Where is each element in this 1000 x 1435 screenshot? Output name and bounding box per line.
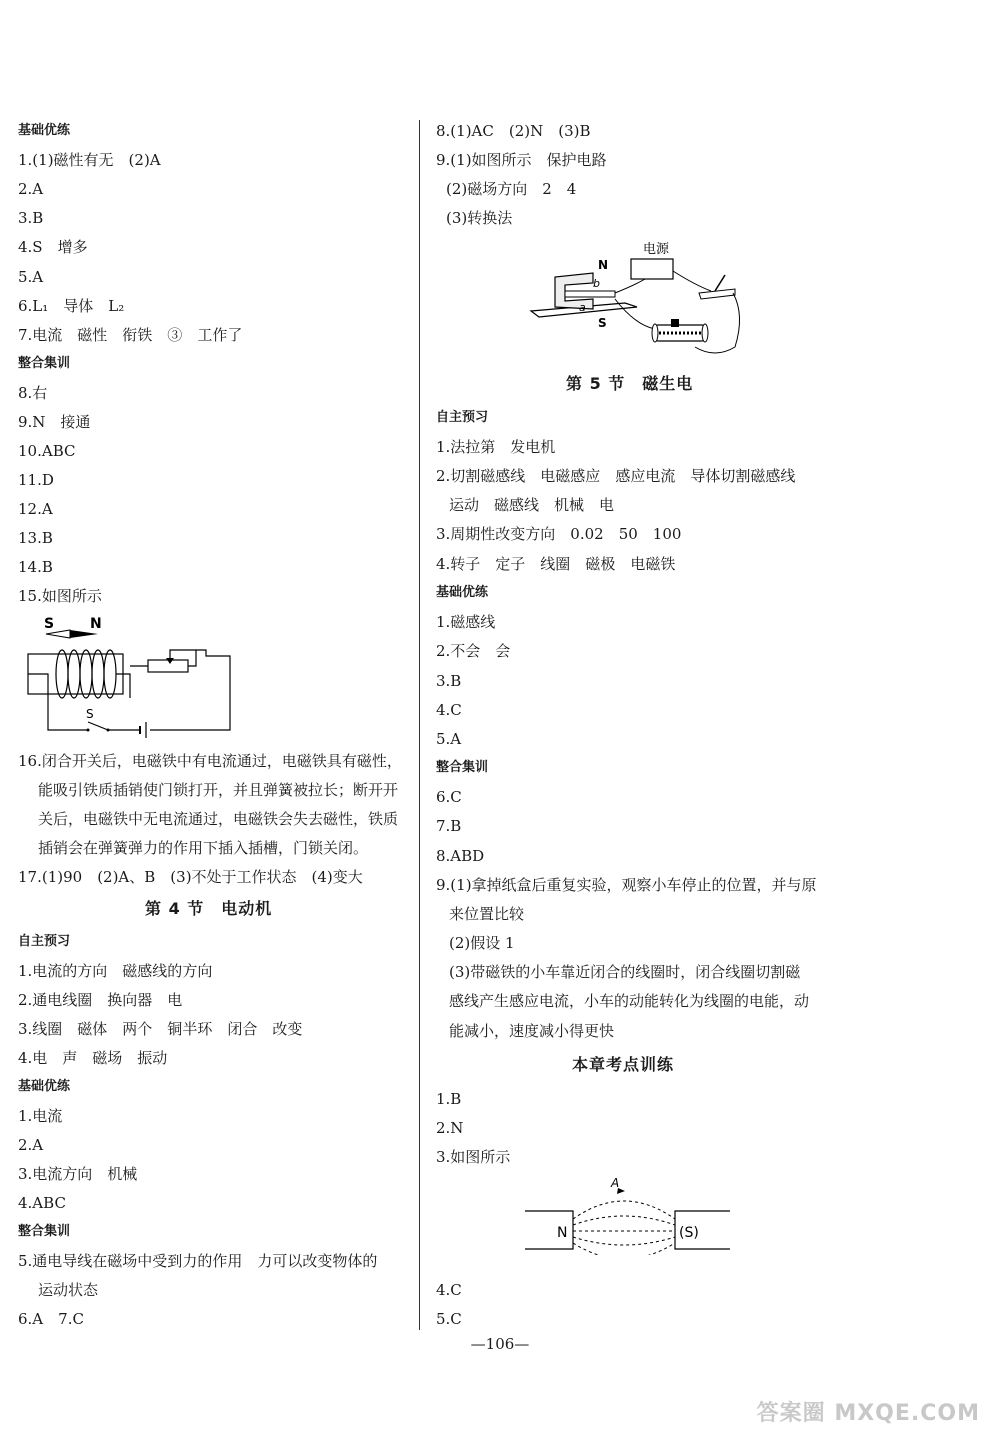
answer-line: 13.B: [18, 529, 53, 547]
answer-line: 1.B: [436, 1090, 462, 1108]
answer-line: 7.电流 磁性 衔铁 ③ 工作了: [18, 326, 243, 344]
heading-zizhu: 自主预习: [436, 410, 489, 425]
answer-line: 4.C: [436, 1281, 462, 1299]
answer-line: 能吸引铁质插销使门锁打开，并且弹簧被拉长；断开开: [38, 781, 399, 799]
section-title: 第 5 节 磁生电: [566, 374, 694, 393]
heading-jichu: 基础优练: [18, 123, 71, 138]
pole-s-label: (S): [679, 1225, 699, 1241]
electromagnet-circuit-figure: [20, 610, 240, 740]
answer-line: 3.周期性改变方向 0.02 50 100: [436, 525, 682, 543]
heading-zizhu: 自主预习: [18, 934, 71, 949]
heading-jichu: 基础优练: [18, 1079, 71, 1094]
answer-line: 2.切割磁感线 电磁感应 感应电流 导体切割磁感线: [436, 467, 796, 485]
answer-line: 17.(1)90 (2)A、B (3)不处于工作状态 (4)变大: [18, 868, 363, 886]
answer-line: 来位置比较: [449, 905, 525, 923]
answer-line: 11.D: [18, 471, 54, 489]
power-label: 电源: [643, 242, 670, 257]
section-title: 第 4 节 电动机: [145, 899, 273, 918]
chapter-review-title: 本章考点训练: [572, 1055, 675, 1074]
answer-line: 运动状态: [38, 1281, 99, 1299]
answer-line: 15.如图所示: [18, 587, 102, 605]
answer-line: 关后，电磁铁中无电流通过，电磁铁会失去磁性，铁质: [38, 810, 399, 828]
answer-line: 8.(1)AC (2)N (3)B: [436, 122, 591, 140]
answer-line: 6.A 7.C: [18, 1310, 84, 1328]
magnet-s-label: S: [598, 316, 607, 330]
answer-line: 2.N: [436, 1119, 464, 1137]
experiment-apparatus-figure: [525, 235, 755, 365]
answer-line: 9.(1)拿掉纸盒后重复实验，观察小车停止的位置，并与原: [436, 876, 817, 894]
answer-line: 3.如图所示: [436, 1148, 511, 1166]
answer-line: 8.ABD: [436, 847, 485, 865]
answer-line: 2.不会 会: [436, 642, 511, 660]
answer-line: 12.A: [18, 500, 53, 518]
answer-line: 8.右: [18, 384, 48, 402]
answer-line: 2.A: [18, 180, 44, 198]
answer-line: 3.电流方向 机械: [18, 1165, 138, 1183]
column-divider: [419, 120, 420, 1330]
answer-line: 5.A: [18, 268, 44, 286]
answer-line: 4.C: [436, 701, 462, 719]
answer-line: (3)带磁铁的小车靠近闭合的线圈时，闭合线圈切割磁: [449, 963, 801, 981]
pole-n-label: N: [557, 1225, 568, 1241]
watermark-text: 答案圈 MXQE.COM: [756, 1401, 980, 1426]
answer-line: 运动 磁感线 机械 电: [449, 496, 615, 514]
answer-line: 1.电流: [18, 1107, 63, 1125]
answer-line: 插销会在弹簧弹力的作用下插入插槽，门锁关闭。: [38, 839, 369, 857]
answer-line: 3.B: [18, 209, 44, 227]
rod-a-label: a: [579, 301, 586, 314]
answer-line: 1.电流的方向 磁感线的方向: [18, 962, 213, 980]
answer-line: 3.B: [436, 672, 462, 690]
answer-line: 1.(1)磁性有无 (2)A: [18, 151, 161, 169]
heading-zhenghe: 整合集训: [436, 760, 489, 775]
page-number: —106—: [470, 1335, 530, 1353]
compass-n-label: N: [90, 616, 102, 632]
answer-line: 1.磁感线: [436, 613, 496, 631]
answer-line: 4.S 增多: [18, 238, 88, 256]
answer-line: 4.转子 定子 线圈 磁极 电磁铁: [436, 555, 676, 573]
point-a-label: A: [611, 1176, 620, 1190]
switch-label: S: [86, 707, 94, 721]
answer-line: 5.通电导线在磁场中受到力的作用 力可以改变物体的: [18, 1252, 378, 1270]
rod-b-label: b: [593, 277, 600, 290]
answer-line: 10.ABC: [18, 442, 76, 460]
magnet-n-label: N: [598, 258, 609, 272]
heading-zhenghe: 整合集训: [18, 1224, 71, 1239]
answer-line: 4.ABC: [18, 1194, 66, 1212]
answer-line: 3.线圈 磁体 两个 铜半环 闭合 改变: [18, 1020, 303, 1038]
answer-line: 1.法拉第 发电机: [436, 438, 556, 456]
answer-line: 5.C: [436, 1310, 462, 1328]
answer-line: 9.N 接通: [18, 413, 91, 431]
answer-line: 7.B: [436, 817, 462, 835]
answer-line: (2)磁场方向 2 4: [446, 180, 577, 198]
answer-line: 14.B: [18, 558, 53, 576]
answer-line: 4.电 声 磁场 振动: [18, 1049, 168, 1067]
answer-line: 感线产生感应电流，小车的动能转化为线圈的电能，动: [449, 992, 810, 1010]
heading-jichu: 基础优练: [436, 585, 489, 600]
answer-line: 5.A: [436, 730, 462, 748]
answer-line: 16.闭合开关后，电磁铁中有电流通过，电磁铁具有磁性，: [18, 752, 402, 770]
heading-zhenghe: 整合集训: [18, 356, 71, 371]
magnetic-field-lines-figure: [525, 1175, 730, 1255]
answer-line: 9.(1)如图所示 保护电路: [436, 151, 607, 169]
answer-line: (3)转换法: [446, 209, 513, 227]
answer-line: 2.A: [18, 1136, 44, 1154]
answer-line: 6.C: [436, 788, 462, 806]
answer-line: 2.通电线圈 换向器 电: [18, 991, 183, 1009]
answer-line: 6.L₁ 导体 L₂: [18, 297, 125, 315]
answer-line: (2)假设 1: [449, 934, 515, 952]
watermark-logo: [757, 1396, 980, 1427]
answer-line: 能减小，速度减小得更快: [449, 1022, 615, 1040]
compass-s-label: S: [44, 616, 55, 632]
